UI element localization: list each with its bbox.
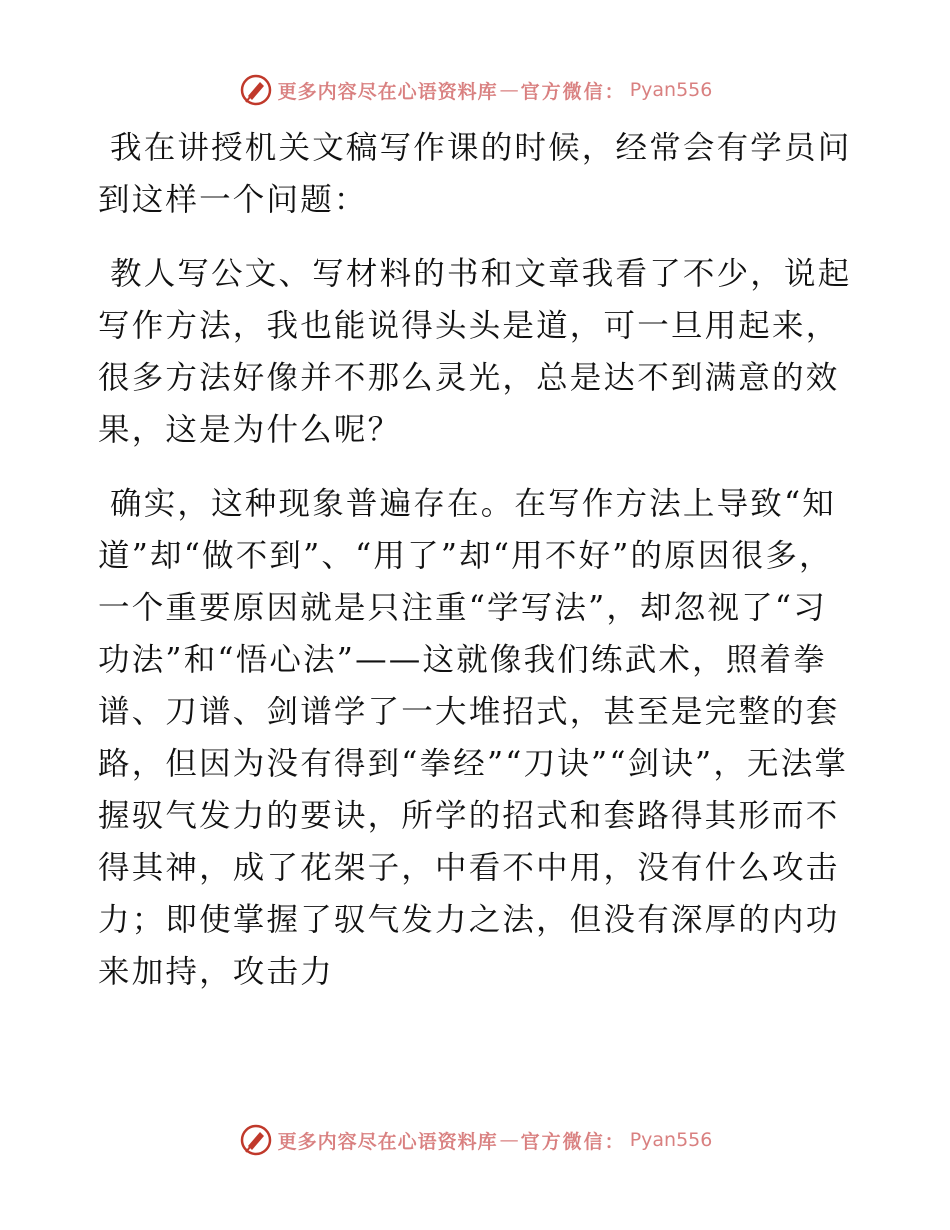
pen-logo-icon bbox=[238, 1122, 274, 1158]
paragraph-3 bbox=[98, 478, 858, 998]
pen-logo-icon bbox=[238, 72, 274, 108]
watermark-tail: 官方微信： bbox=[520, 1130, 626, 1153]
paragraph-2-text: 教人写公文、写材料的书和文章我看了不少，说起写作方法，我也能说得头头是道，可一旦用起来，很多方法好像并不那么灵光，总是达不到满意的效果，这是为什么呢？ bbox=[98, 256, 852, 448]
paragraph-1 bbox=[98, 122, 858, 226]
watermark-separator: — bbox=[499, 1129, 519, 1151]
paragraph-1-text: 我在讲授机关文稿写作课的时候，经常会有学员问到这样一个问题： bbox=[98, 130, 852, 218]
watermark-separator: — bbox=[499, 79, 519, 101]
paragraph-2 bbox=[98, 248, 858, 456]
watermark-id: Pyan556 bbox=[629, 79, 713, 101]
watermark-text: 更多内容尽在心语资料库 bbox=[277, 80, 498, 103]
paragraph-3-text: 确实，这种现象普遍存在。在写作方法上导致“知道”却“做不到”、“用了”却“用不好”的原因很多，一个重要原因就是只注重“学写法”，却忽视了“习功法”和“悟心法”——这就像我们练武术，照着拳谱、刀谱、剑谱学了一大堆招式，甚至是完整的套路，但因为没有得到“拳经”“刀诀”“剑诀”，无法掌握驭气发力的要诀，所学的招式和套路得其形而不得其神，成了花架子，中看不中用，没有什么攻击力；即使掌握了驭气发力之法，但没有深厚的内功来加持，攻击力 bbox=[98, 486, 849, 990]
footer-watermark bbox=[0, 1120, 950, 1160]
watermark-text: 更多内容尽在心语资料库 bbox=[277, 1130, 498, 1153]
header-watermark bbox=[0, 70, 950, 110]
watermark-id: Pyan556 bbox=[629, 1129, 713, 1151]
watermark-tail: 官方微信： bbox=[520, 80, 626, 103]
document-body bbox=[98, 122, 858, 1020]
